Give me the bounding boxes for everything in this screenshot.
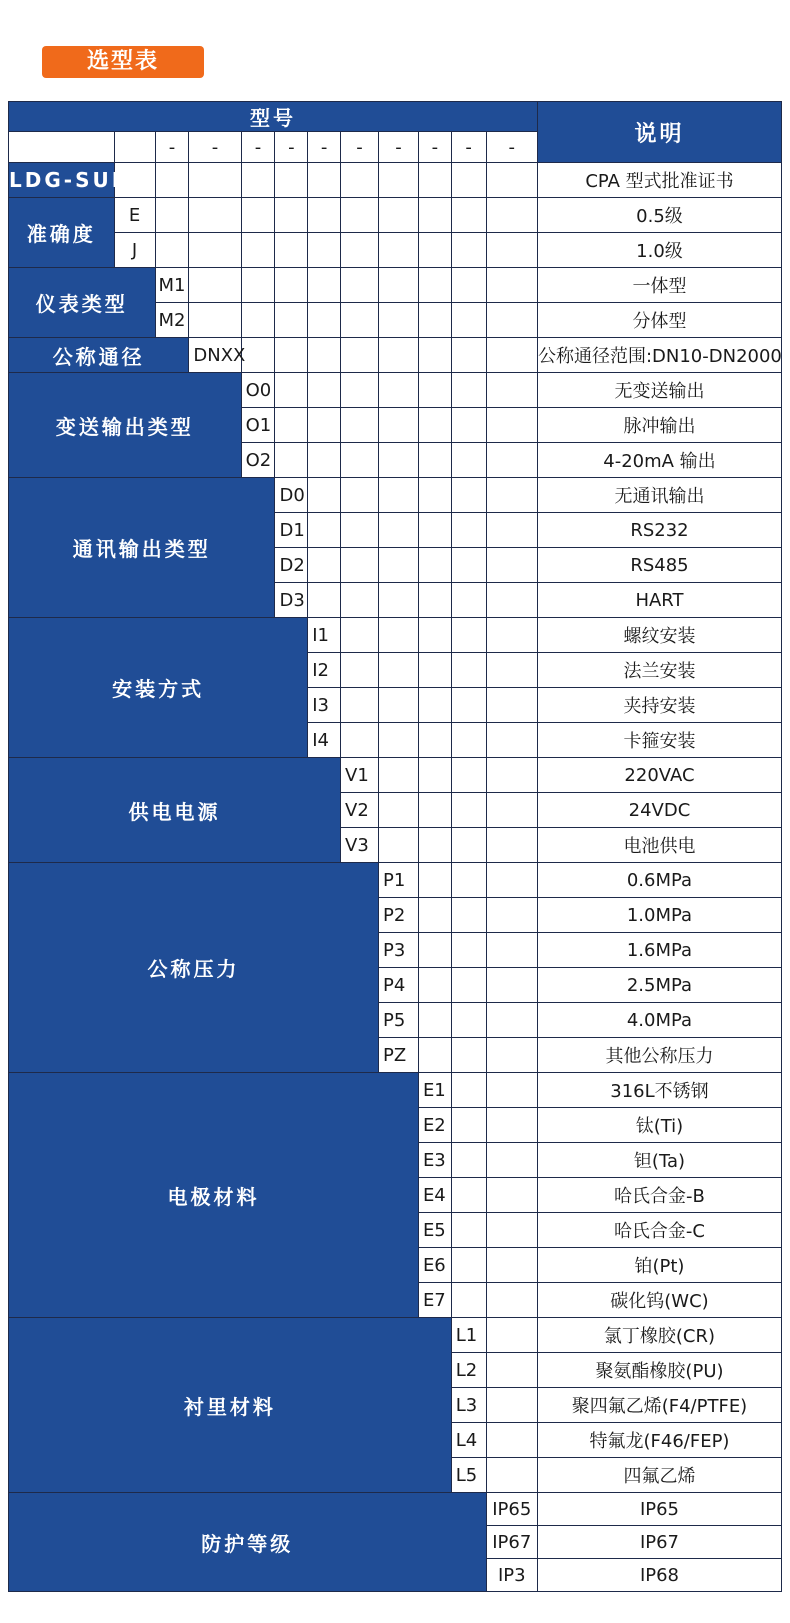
empty-cell	[341, 303, 379, 338]
empty-cell	[189, 268, 241, 303]
empty-cell	[341, 163, 379, 198]
empty-cell	[451, 583, 486, 618]
option-code: IP65	[486, 1493, 537, 1526]
header-dash: -	[241, 132, 275, 163]
empty-cell	[341, 723, 379, 758]
group-label-accuracy: 准确度	[9, 198, 115, 268]
description-cell: 特氟龙(F46/FEP)	[537, 1423, 781, 1458]
description-cell: 四氟乙烯	[537, 1458, 781, 1493]
empty-cell	[418, 338, 451, 373]
empty-cell	[418, 898, 451, 933]
empty-cell	[418, 793, 451, 828]
empty-cell	[378, 548, 418, 583]
option-code: L1	[451, 1318, 486, 1353]
description-cell: 铂(Pt)	[537, 1248, 781, 1283]
empty-cell	[418, 1038, 451, 1073]
group-label-meter_type: 仪表类型	[9, 268, 156, 338]
empty-cell	[275, 338, 308, 373]
empty-cell	[451, 478, 486, 513]
empty-cell	[341, 618, 379, 653]
group-label-pressure: 公称压力	[9, 863, 379, 1073]
option-code: L3	[451, 1388, 486, 1423]
option-code: O0	[241, 373, 275, 408]
option-code: E7	[418, 1283, 451, 1318]
option-code: L2	[451, 1353, 486, 1388]
header-dash: -	[451, 132, 486, 163]
empty-cell	[418, 583, 451, 618]
empty-cell	[486, 198, 537, 233]
description-cell: RS485	[537, 548, 781, 583]
option-code: D3	[275, 583, 308, 618]
empty-cell	[486, 1038, 537, 1073]
option-code: PZ	[378, 1038, 418, 1073]
empty-cell	[308, 443, 341, 478]
empty-cell	[486, 163, 537, 198]
empty-cell	[418, 513, 451, 548]
row-protection	[9, 1493, 782, 1526]
description-cell: 分体型	[537, 303, 781, 338]
empty-cell	[418, 863, 451, 898]
option-code: D2	[275, 548, 308, 583]
option-code: E6	[418, 1248, 451, 1283]
empty-cell	[308, 303, 341, 338]
header-dash: -	[486, 132, 537, 163]
option-code: P2	[378, 898, 418, 933]
description-cell: 公称通径范围:DN10-DN2000	[537, 338, 781, 373]
option-code: P3	[378, 933, 418, 968]
description-cell: IP67	[537, 1526, 781, 1559]
empty-cell	[486, 1178, 537, 1213]
empty-cell	[155, 233, 189, 268]
description-cell: IP65	[537, 1493, 781, 1526]
empty-cell	[486, 1073, 537, 1108]
description-cell: 24VDC	[537, 793, 781, 828]
option-code: I3	[308, 688, 341, 723]
option-code: V3	[341, 828, 379, 863]
empty-cell	[155, 163, 189, 198]
option-code: E4	[418, 1178, 451, 1213]
description-cell: CPA 型式批准证书	[537, 163, 781, 198]
group-label-transmit: 变送输出类型	[9, 373, 242, 478]
option-code: E3	[418, 1143, 451, 1178]
empty-cell	[451, 863, 486, 898]
empty-cell	[378, 408, 418, 443]
empty-cell	[418, 618, 451, 653]
description-cell: HART	[537, 583, 781, 618]
row-pressure	[9, 863, 782, 898]
header-blank-cell	[9, 132, 115, 163]
empty-cell	[418, 373, 451, 408]
description-cell: 哈氏合金-B	[537, 1178, 781, 1213]
empty-cell	[451, 1248, 486, 1283]
description-cell: 脉冲输出	[537, 408, 781, 443]
empty-cell	[486, 478, 537, 513]
description-cell: 螺纹安装	[537, 618, 781, 653]
empty-cell	[308, 198, 341, 233]
group-label-base: LDG-SUP	[9, 163, 115, 198]
option-code: V2	[341, 793, 379, 828]
empty-cell	[451, 898, 486, 933]
description-cell: 聚四氟乙烯(F4/PTFE)	[537, 1388, 781, 1423]
page-title: 选型表	[42, 46, 204, 78]
row-electrode	[9, 1073, 782, 1108]
empty-cell	[451, 268, 486, 303]
description-cell: 卡箍安装	[537, 723, 781, 758]
empty-cell	[486, 898, 537, 933]
empty-cell	[308, 548, 341, 583]
empty-cell	[378, 688, 418, 723]
empty-cell	[451, 1003, 486, 1038]
empty-cell	[486, 758, 537, 793]
empty-cell	[241, 303, 275, 338]
empty-cell	[275, 198, 308, 233]
empty-cell	[486, 793, 537, 828]
empty-cell	[451, 1038, 486, 1073]
empty-cell	[451, 828, 486, 863]
description-cell: 氯丁橡胶(CR)	[537, 1318, 781, 1353]
header-dash: -	[418, 132, 451, 163]
empty-cell	[486, 408, 537, 443]
empty-cell	[275, 303, 308, 338]
description-cell: 0.6MPa	[537, 863, 781, 898]
empty-cell	[451, 233, 486, 268]
row-comm	[9, 478, 782, 513]
option-code: P4	[378, 968, 418, 1003]
empty-cell	[341, 373, 379, 408]
empty-cell	[341, 583, 379, 618]
empty-cell	[451, 1108, 486, 1143]
description-cell: 1.0级	[537, 233, 781, 268]
empty-cell	[451, 758, 486, 793]
group-label-protection: 防护等级	[9, 1493, 487, 1592]
empty-cell	[378, 653, 418, 688]
description-header: 说明	[537, 102, 781, 163]
empty-cell	[451, 688, 486, 723]
option-code: E1	[418, 1073, 451, 1108]
empty-cell	[486, 618, 537, 653]
row-accuracy	[9, 198, 782, 233]
header-dash: -	[341, 132, 379, 163]
empty-cell	[308, 583, 341, 618]
empty-cell	[275, 443, 308, 478]
empty-cell	[418, 268, 451, 303]
empty-cell	[486, 1423, 537, 1458]
description-cell: 哈氏合金-C	[537, 1213, 781, 1248]
empty-cell	[451, 1283, 486, 1318]
empty-cell	[378, 198, 418, 233]
option-code: M2	[155, 303, 189, 338]
description-cell: 钛(Ti)	[537, 1108, 781, 1143]
option-code: P1	[378, 863, 418, 898]
empty-cell	[486, 1353, 537, 1388]
empty-cell	[418, 443, 451, 478]
group-label-power: 供电电源	[9, 758, 341, 863]
header-dash: -	[308, 132, 341, 163]
empty-cell	[486, 1213, 537, 1248]
empty-cell	[241, 233, 275, 268]
empty-cell	[378, 618, 418, 653]
description-cell: 一体型	[537, 268, 781, 303]
description-cell: 220VAC	[537, 758, 781, 793]
empty-cell	[378, 478, 418, 513]
empty-cell	[341, 408, 379, 443]
empty-cell	[341, 478, 379, 513]
empty-cell	[378, 443, 418, 478]
empty-cell	[451, 1178, 486, 1213]
empty-cell	[451, 1073, 486, 1108]
empty-cell	[378, 373, 418, 408]
empty-cell	[341, 268, 379, 303]
row-transmit	[9, 373, 782, 408]
empty-cell	[486, 863, 537, 898]
empty-cell	[275, 268, 308, 303]
empty-cell	[418, 688, 451, 723]
description-cell: RS232	[537, 513, 781, 548]
description-cell: 聚氨酯橡胶(PU)	[537, 1353, 781, 1388]
empty-cell	[486, 303, 537, 338]
empty-cell	[418, 1003, 451, 1038]
header-dash: -	[189, 132, 241, 163]
empty-cell	[378, 303, 418, 338]
description-cell: 钽(Ta)	[537, 1143, 781, 1178]
empty-cell	[486, 338, 537, 373]
empty-cell	[418, 408, 451, 443]
empty-cell	[486, 688, 537, 723]
option-code: IP3	[486, 1559, 537, 1592]
empty-cell	[418, 758, 451, 793]
description-cell: 1.0MPa	[537, 898, 781, 933]
empty-cell	[378, 338, 418, 373]
empty-cell	[486, 513, 537, 548]
empty-cell	[378, 268, 418, 303]
empty-cell	[189, 163, 241, 198]
model-header: 型号	[9, 102, 538, 132]
option-code: D0	[275, 478, 308, 513]
row-accuracy	[9, 233, 782, 268]
empty-cell	[451, 303, 486, 338]
empty-cell	[275, 408, 308, 443]
option-code: O1	[241, 408, 275, 443]
option-code: M1	[155, 268, 189, 303]
empty-cell	[486, 373, 537, 408]
empty-cell	[378, 583, 418, 618]
empty-cell	[418, 933, 451, 968]
selection-table	[8, 101, 782, 1592]
empty-cell	[241, 338, 275, 373]
empty-cell	[341, 513, 379, 548]
option-code: E2	[418, 1108, 451, 1143]
description-cell: 其他公称压力	[537, 1038, 781, 1073]
empty-cell	[451, 723, 486, 758]
description-cell: 4.0MPa	[537, 1003, 781, 1038]
empty-cell	[486, 1388, 537, 1423]
empty-cell	[418, 968, 451, 1003]
empty-cell	[451, 653, 486, 688]
option-code: E5	[418, 1213, 451, 1248]
row-base	[9, 163, 782, 198]
empty-cell	[486, 933, 537, 968]
empty-cell	[451, 163, 486, 198]
empty-cell	[486, 968, 537, 1003]
empty-cell	[486, 583, 537, 618]
empty-cell	[486, 1283, 537, 1318]
empty-cell	[189, 303, 241, 338]
empty-cell	[451, 338, 486, 373]
empty-cell	[486, 723, 537, 758]
empty-cell	[451, 1143, 486, 1178]
header-dash: -	[275, 132, 308, 163]
empty-cell	[486, 1003, 537, 1038]
empty-cell	[486, 233, 537, 268]
empty-cell	[451, 618, 486, 653]
header-dash: -	[378, 132, 418, 163]
option-code: E	[114, 198, 155, 233]
empty-cell	[451, 443, 486, 478]
empty-cell	[275, 163, 308, 198]
empty-cell	[378, 233, 418, 268]
empty-cell	[418, 548, 451, 583]
empty-cell	[486, 1248, 537, 1283]
description-cell: 无通讯输出	[537, 478, 781, 513]
empty-cell	[418, 653, 451, 688]
group-label-electrode: 电极材料	[9, 1073, 419, 1318]
empty-cell	[341, 338, 379, 373]
empty-cell	[341, 548, 379, 583]
header-dash: -	[155, 132, 189, 163]
empty-cell	[451, 933, 486, 968]
empty-cell	[451, 968, 486, 1003]
empty-cell	[418, 303, 451, 338]
empty-cell	[418, 198, 451, 233]
option-code: O2	[241, 443, 275, 478]
row-meter_type	[9, 268, 782, 303]
description-cell: 0.5级	[537, 198, 781, 233]
empty-cell	[486, 1108, 537, 1143]
option-code: I2	[308, 653, 341, 688]
description-cell: 电池供电	[537, 828, 781, 863]
empty-cell	[451, 198, 486, 233]
description-cell: 1.6MPa	[537, 933, 781, 968]
option-code: L4	[451, 1423, 486, 1458]
description-cell: 法兰安装	[537, 653, 781, 688]
empty-cell	[189, 233, 241, 268]
empty-cell	[341, 443, 379, 478]
empty-cell	[451, 793, 486, 828]
empty-cell	[451, 408, 486, 443]
empty-cell	[451, 548, 486, 583]
option-code: DNXX	[189, 338, 241, 373]
empty-cell	[486, 1318, 537, 1353]
row-lining	[9, 1318, 782, 1353]
group-label-install: 安装方式	[9, 618, 308, 758]
description-cell: 2.5MPa	[537, 968, 781, 1003]
empty-cell	[378, 513, 418, 548]
empty-cell	[341, 653, 379, 688]
empty-cell	[308, 233, 341, 268]
description-cell: 316L不锈钢	[537, 1073, 781, 1108]
empty-cell	[486, 443, 537, 478]
empty-cell	[378, 758, 418, 793]
empty-cell	[341, 688, 379, 723]
empty-cell	[341, 198, 379, 233]
empty-cell	[486, 548, 537, 583]
description-cell: 无变送输出	[537, 373, 781, 408]
empty-cell	[486, 1458, 537, 1493]
option-code: D1	[275, 513, 308, 548]
option-code: P5	[378, 1003, 418, 1038]
empty-cell	[418, 478, 451, 513]
row-diameter	[9, 338, 782, 373]
empty-cell	[189, 198, 241, 233]
empty-cell	[275, 233, 308, 268]
empty-cell	[341, 233, 379, 268]
row-install	[9, 618, 782, 653]
empty-cell	[241, 268, 275, 303]
empty-cell	[155, 198, 189, 233]
option-code: I1	[308, 618, 341, 653]
empty-cell	[308, 163, 341, 198]
description-cell: 夹持安装	[537, 688, 781, 723]
description-cell: 碳化钨(WC)	[537, 1283, 781, 1318]
empty-cell	[418, 723, 451, 758]
option-code: I4	[308, 723, 341, 758]
empty-cell	[241, 198, 275, 233]
empty-cell	[486, 1143, 537, 1178]
empty-cell	[308, 408, 341, 443]
group-label-comm: 通讯输出类型	[9, 478, 275, 618]
empty-cell	[308, 478, 341, 513]
option-code: L5	[451, 1458, 486, 1493]
empty-cell	[308, 373, 341, 408]
header-blank-cell	[114, 132, 155, 163]
option-code: V1	[341, 758, 379, 793]
empty-cell	[275, 373, 308, 408]
empty-cell	[378, 793, 418, 828]
empty-cell	[451, 1213, 486, 1248]
empty-cell	[241, 163, 275, 198]
empty-cell	[486, 828, 537, 863]
empty-cell	[418, 828, 451, 863]
empty-cell	[486, 268, 537, 303]
empty-cell	[308, 268, 341, 303]
description-cell: IP68	[537, 1559, 781, 1592]
empty-cell	[378, 723, 418, 758]
row-power	[9, 758, 782, 793]
group-label-lining: 衬里材料	[9, 1318, 452, 1493]
empty-cell	[451, 373, 486, 408]
group-label-diameter: 公称通径	[9, 338, 189, 373]
option-code: IP67	[486, 1526, 537, 1559]
empty-cell	[378, 828, 418, 863]
empty-cell	[418, 233, 451, 268]
empty-cell	[451, 513, 486, 548]
empty-cell	[308, 513, 341, 548]
description-cell: 4-20mA 输出	[537, 443, 781, 478]
empty-cell	[418, 163, 451, 198]
empty-cell	[378, 163, 418, 198]
option-code: J	[114, 233, 155, 268]
empty-cell	[486, 653, 537, 688]
empty-cell	[308, 338, 341, 373]
